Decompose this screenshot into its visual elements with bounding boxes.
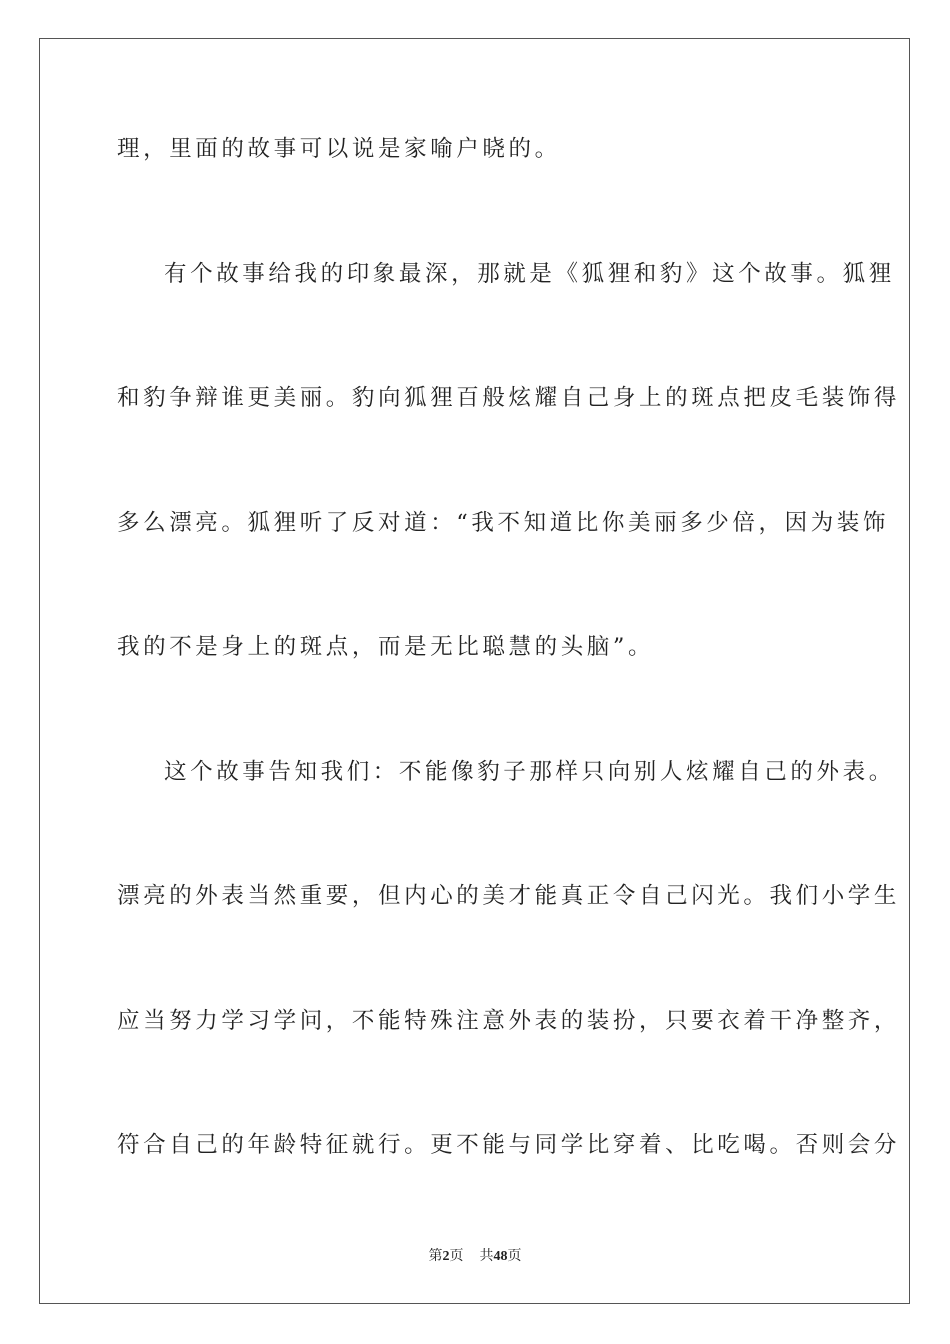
text-line-3: 和豹争辩谁更美丽。豹向狐狸百般炫耀自己身上的斑点把皮毛装饰得	[117, 385, 901, 411]
text-line-7: 漂亮的外表当然重要，但内心的美才能真正令自己闪光。我们小学生	[117, 883, 901, 909]
total-pages: 48	[493, 1249, 508, 1264]
total-prefix: 共	[479, 1248, 494, 1264]
text-line-8: 应当努力学习学问，不能特殊注意外表的装扮，只要衣着干净整齐，	[117, 1008, 901, 1034]
text-line-4: 多么漂亮。狐狸听了反对道：“我不知道比你美丽多少倍，因为装饰	[117, 510, 890, 536]
page-number: 2	[442, 1249, 450, 1264]
page-border	[39, 38, 910, 1304]
text-line-9: 符合自己的年龄特征就行。更不能与同学比穿着、比吃喝。否则会分	[117, 1132, 901, 1158]
page-suffix: 页	[449, 1248, 464, 1264]
page-footer	[0, 1247, 950, 1266]
total-suffix: 页	[507, 1248, 522, 1264]
text-line-5: 我的不是身上的斑点，而是无比聪慧的头脑”。	[117, 634, 655, 660]
page-prefix: 第	[428, 1248, 443, 1264]
text-line-6: 这个故事告知我们：不能像豹子那样只向别人炫耀自己的外表。	[164, 759, 895, 785]
text-line-2: 有个故事给我的印象最深，那就是《狐狸和豹》这个故事。狐狸	[164, 261, 895, 287]
text-line-1: 理，里面的故事可以说是家喻户晓的。	[117, 136, 561, 162]
